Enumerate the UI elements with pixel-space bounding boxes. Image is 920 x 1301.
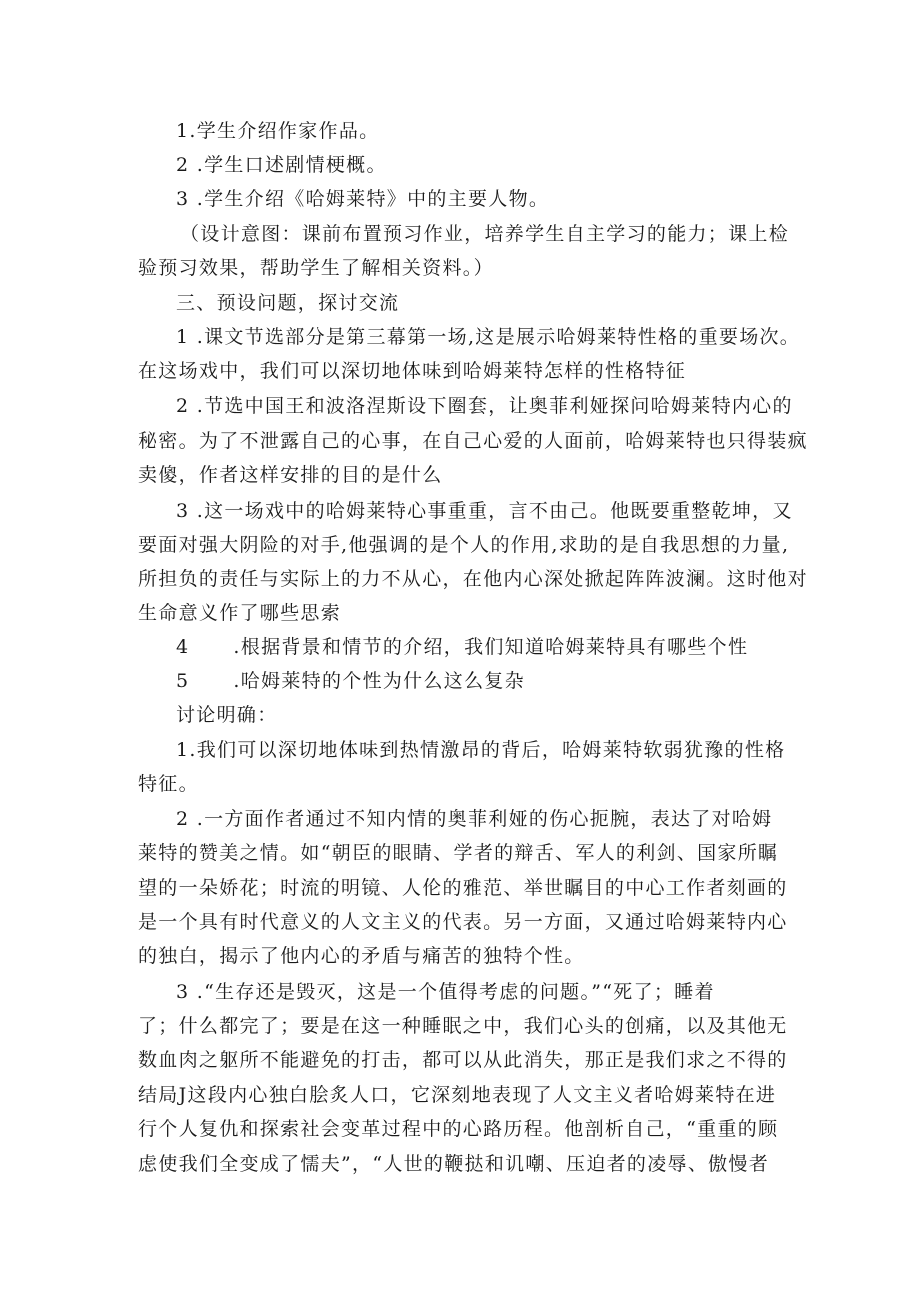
- text-line: 是一个具有时代意义的人文主义的代表。另一方面，又通过哈姆莱特内心: [138, 911, 788, 933]
- text-line: 虑使我们全变成了懦夫”，“人世的鞭挞和讥嘲、压迫者的凌辱、傲慢者: [138, 1153, 770, 1175]
- text-line: 莱特的赞美之情。如“朝臣的眼睛、学者的辩舌、军人的利剑、国家所瞩: [138, 842, 779, 864]
- text-line: 数血肉之躯所不能避免的打击，都可以从此消失，那正是我们求之不得的: [138, 1049, 788, 1071]
- text-line: 验预习效果，帮助学生了解相关资料。）: [138, 257, 494, 279]
- text-line: 特征。: [138, 773, 199, 795]
- text-line: 所担负的责任与实际上的力不从心，在他内心深处掀起阵阵波澜。这时他对: [138, 568, 808, 590]
- text-line: 3 .学生介绍《哈姆莱特》中的主要人物。: [176, 188, 550, 210]
- text-line: 生命意义作了哪些思索: [138, 602, 342, 624]
- text-line: 2 .学生口述剧情梗概。: [176, 154, 387, 176]
- text-line: 结局J这段内心独白脍炙人口，它深刻地表现了人文主义者哈姆莱特在进: [138, 1084, 777, 1106]
- text-line: （设计意图：课前布置预习作业，培养学生自主学习的能力；课上检: [180, 223, 790, 245]
- text-line: 的独白，揭示了他内心的矛盾与痛苦的独特个性。: [138, 945, 585, 967]
- text-line: 卖傻，作者这样安排的目的是什么: [138, 464, 443, 486]
- text-line: 1.我们可以深切地体味到热情激昂的背后，哈姆莱特软弱犹豫的性格: [176, 739, 786, 761]
- text-line: 5 .哈姆莱特的个性为什么这么复杂: [176, 670, 525, 692]
- text-line: 要面对强大阴险的对手,他强调的是个人的作用,求助的是自我思想的力量,: [138, 534, 790, 556]
- text-line: 3 .“生存还是毁灭，这是一个值得考虑的问题。”“死了；睡着: [176, 981, 715, 1003]
- text-line: 3 .这一场戏中的哈姆莱特心事重重，言不由己。他既要重整乾坤，又: [176, 500, 793, 522]
- text-line: 了；什么都完了；要是在这一种睡眠之中，我们心头的创痛，以及其他无: [138, 1015, 788, 1037]
- text-line: 讨论明确：: [176, 704, 278, 726]
- text-line: 4 .根据背景和情节的介绍，我们知道哈姆莱特具有哪些个性: [176, 636, 749, 658]
- text-line: 秘密。为了不泄露自己的心事，在自己心爱的人面前，哈姆莱特也只得装疯: [138, 430, 808, 452]
- text-line: 1.学生介绍作家作品。: [176, 120, 380, 142]
- text-line: 行个人复仇和探索社会变革过程中的心路历程。他剖析自己，“重重的顾: [138, 1118, 779, 1140]
- text-line: 在这场戏中，我们可以深切地体味到哈姆莱特怎样的性格特征: [138, 360, 687, 382]
- text-line: 望的一朵娇花；时流的明镜、人伦的雅范、举世瞩目的中心工作者刻画的: [138, 877, 788, 899]
- text-line: 2 .节选中国王和波洛涅斯设下圈套，让奥菲利娅探问哈姆莱特内心的: [176, 395, 793, 417]
- section-heading: 三、预设问题，探讨交流: [176, 292, 400, 314]
- text-line: 1 .课文节选部分是第三幕第一场,这是展示哈姆莱特性格的重要场次。: [176, 326, 801, 348]
- text-line: 2 .一方面作者通过不知内情的奥菲利娅的伤心扼腕，表达了对哈姆: [176, 808, 773, 830]
